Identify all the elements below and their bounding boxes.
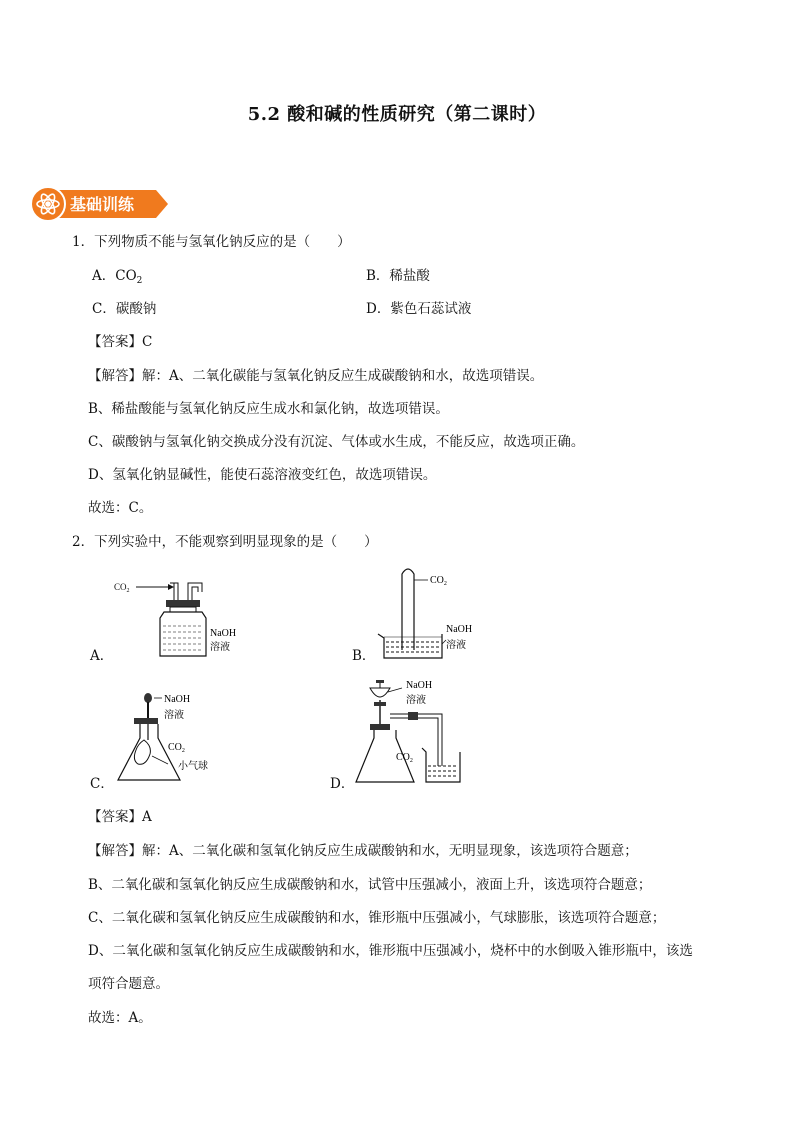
q1-explanation-3: C、碳酸钠与氢氧化钠交换成分没有沉淀、气体或水生成，不能反应，故选项正确。	[88, 434, 585, 450]
svg-text:CO2: $CO_2$	[430, 575, 447, 587]
svg-text:溶液: 溶液	[446, 640, 466, 651]
q1-answer: 【答案】C	[88, 334, 153, 350]
figure-c-flask-balloon	[110, 690, 240, 790]
svg-text:小气球: 小气球	[178, 761, 208, 772]
q2-explanation-3: C、二氧化碳和氢氧化钠反应生成碳酸钠和水，锥形瓶中压强减小，气球膨胀，该选项符合题意；	[88, 910, 666, 926]
q1-option-a: A．$CO_2$	[92, 268, 143, 286]
q2-option-d-label: D．	[330, 776, 355, 792]
section-banner	[28, 184, 168, 224]
svg-text:NaOH: NaOH	[406, 680, 433, 691]
svg-text:NaOH: NaOH	[210, 628, 237, 639]
q2-answer: 【答案】A	[88, 809, 152, 825]
q1-option-d: D．紫色石蕊试液	[366, 301, 472, 317]
q1-explanation-1: 【解答】解：A、二氧化碳能与氢氧化钠反应生成碳酸钠和水，故选项错误。	[88, 368, 544, 384]
figure-d-flask-beaker	[350, 678, 500, 790]
svg-text:溶液: 溶液	[210, 642, 230, 653]
q1-choice: 故选：C。	[88, 500, 153, 516]
q2-option-c-label: C．	[90, 776, 114, 792]
page-title: 5.2 酸和碱的性质研究（第二课时）	[247, 104, 547, 125]
q2-stem: 2．下列实验中，不能观察到明显现象的是（ ）	[72, 534, 378, 550]
q2-option-b-label: B．	[352, 648, 376, 664]
q1-option-b: B．稀盐酸	[366, 268, 430, 284]
q2-option-a-label: A．	[90, 648, 114, 664]
q1-option-c: C．碳酸钠	[92, 301, 157, 317]
svg-text:NaOH: NaOH	[164, 694, 191, 705]
svg-text:CO2: $CO_2$	[114, 582, 130, 594]
q2-explanation-4: D、二氧化碳和氢氧化钠反应生成碳酸钠和水，锥形瓶中压强减小，烧杯中的水倒吸入锥形瓶中，该选	[88, 943, 693, 959]
svg-text:溶液: 溶液	[164, 710, 184, 721]
figure-b-test-tube	[370, 560, 500, 665]
figure-a-gas-bottle	[110, 570, 260, 665]
svg-text:CO2: $CO_2$	[396, 752, 413, 764]
q1-explanation-4: D、氢氧化钠显碱性，能使石蕊溶液变红色，故选项错误。	[88, 467, 437, 483]
section-label: 基础训练	[70, 197, 135, 214]
q2-explanation-4-cont: 项符合题意。	[88, 976, 169, 992]
q2-choice: 故选：A。	[88, 1010, 152, 1026]
svg-text:CO2: $CO_2$	[168, 742, 185, 754]
q1-stem: 1．下列物质不能与氢氧化钠反应的是（ ）	[72, 234, 351, 250]
q2-explanation-1: 【解答】解：A、二氧化碳和氢氧化钠反应生成碳酸钠和水，无明显现象，该选项符合题意；	[88, 843, 638, 859]
svg-text:溶液: 溶液	[406, 695, 426, 706]
q1-explanation-2: B、稀盐酸能与氢氧化钠反应生成水和氯化钠，故选项错误。	[88, 401, 449, 417]
q2-explanation-2: B、二氧化碳和氢氧化钠反应生成碳酸钠和水，试管中压强减小，液面上升，该选项符合题意；	[88, 877, 652, 893]
svg-text:NaOH: NaOH	[446, 624, 473, 635]
